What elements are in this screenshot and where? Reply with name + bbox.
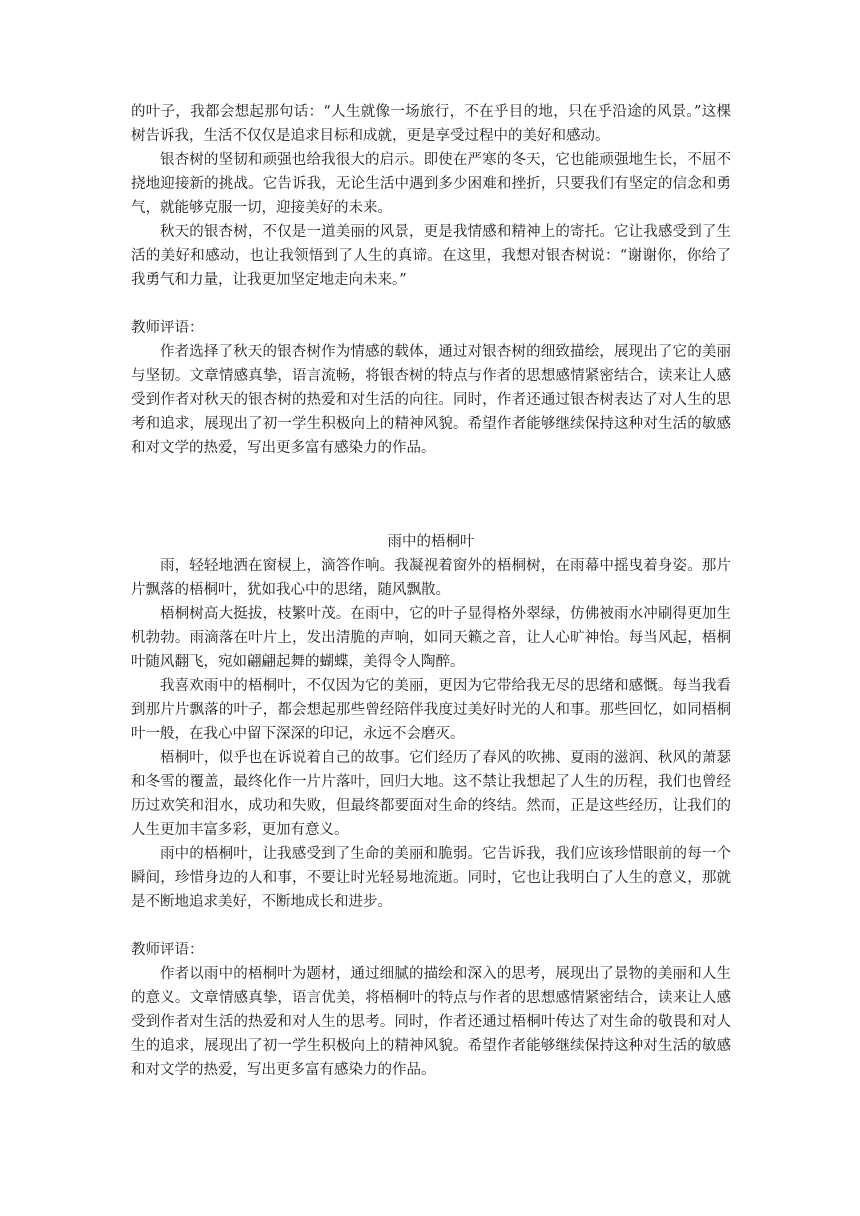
essay2-paragraph-5: 雨中的梧桐叶，让我感受到了生命的美丽和脆弱。它告诉我，我们应该珍惜眼前的每一个瞬间，珍惜身边的人和事，不要让时光轻易地流逝。同时，它也让我明白了人生的意义，那就是不断地追求美好，不断地成长和进步。 bbox=[131, 846, 731, 910]
essay2-comment: 作者以雨中的梧桐叶为题材，通过细腻的描绘和深入的思考，展现出了景物的美丽和人生的意义。文章情感真挚，语言优美，将梧桐叶的特点与作者的思想感情紧密结合，读来让人感受到作者对生活的热爱和对人生的思考。同时，作者还通过梧桐叶传达了对生命的敬畏和对人生的追求，展现出了初一学生积极向上的精神风貌。希望作者能够继续保持这种对生活的敏感和对文学的热爱，写出更多富有感染力的作品。 bbox=[131, 966, 731, 1078]
essay1-paragraph-1: 的叶子，我都会想起那句话：“人生就像一场旅行，不在乎目的地，只在乎沿途的风景。”这棵树告诉我，生活不仅仅是追求目标和成就，更是享受过程中的美好和感动。 bbox=[131, 104, 731, 144]
essay2-comment-label: 教师评语： bbox=[131, 942, 204, 958]
document-body bbox=[131, 100, 731, 1082]
essay1-paragraph-2: 银杏树的坚韧和顽强也给我很大的启示。即使在严寒的冬天，它也能顽强地生长，不屈不挠地迎接新的挑战。它告诉我，无论生活中遇到多少困难和挫折，只要我们有坚定的信念和勇气，就能够克服一切，迎接美好的未来。 bbox=[131, 152, 731, 216]
spacer bbox=[131, 292, 731, 316]
essay2-title: 雨中的梧桐叶 bbox=[387, 534, 475, 550]
essay2-paragraph-3: 我喜欢雨中的梧桐叶，不仅因为它的美丽，更因为它带给我无尽的思绪和感慨。每当我看到那片片飘落的叶子，都会想起那些曾经陪伴我度过美好时光的人和事。那些回忆，如同梧桐叶一般，在我心中留下深深的印记，永远不会磨灭。 bbox=[131, 678, 731, 742]
essay1-comment: 作者选择了秋天的银杏树作为情感的载体，通过对银杏树的细致描绘，展现出了它的美丽与坚韧。文章情感真挚，语言流畅，将银杏树的特点与作者的思想感情紧密结合，读来让人感受到作者对秋天的银杏树的热爱和对生活的向往。同时，作者还通过银杏树表达了对人生的思考和追求，展现出了初一学生积极向上的精神风貌。希望作者能够继续保持这种对生活的敏感和对文学的热爱，写出更多富有感染力的作品。 bbox=[131, 344, 731, 456]
section-spacer bbox=[131, 460, 731, 530]
spacer bbox=[131, 914, 731, 938]
essay2-paragraph-2: 梧桐树高大挺拔，枝繁叶茂。在雨中，它的叶子显得格外翠绿，仿佛被雨水冲刷得更加生机勃勃。雨滴落在叶片上，发出清脆的声响，如同天籁之音，让人心旷神怡。每当风起，梧桐叶随风翻飞，宛如翩翩起舞的蝴蝶，美得令人陶醉。 bbox=[131, 606, 731, 670]
essay1-paragraph-3: 秋天的银杏树，不仅是一道美丽的风景，更是我情感和精神上的寄托。它让我感受到了生活的美好和感动，也让我领悟到了人生的真谛。在这里，我想对银杏树说：“谢谢你，你给了我勇气和力量，让我更加坚定地走向未来。” bbox=[131, 224, 731, 288]
essay2-paragraph-1: 雨，轻轻地洒在窗棂上，滴答作响。我凝视着窗外的梧桐树，在雨幕中摇曳着身姿。那片片飘落的梧桐叶，犹如我心中的思绪，随风飘散。 bbox=[131, 558, 731, 598]
essay1-comment-label: 教师评语： bbox=[131, 320, 204, 336]
essay2-paragraph-4: 梧桐叶，似乎也在诉说着自己的故事。它们经历了春风的吹拂、夏雨的滋润、秋风的萧瑟和冬雪的覆盖，最终化作一片片落叶，回归大地。这不禁让我想起了人生的历程，我们也曾经历过欢笑和泪水，成功和失败，但最终都要面对生命的终结。然而，正是这些经历，让我们的人生更加丰富多彩，更加有意义。 bbox=[131, 750, 731, 838]
